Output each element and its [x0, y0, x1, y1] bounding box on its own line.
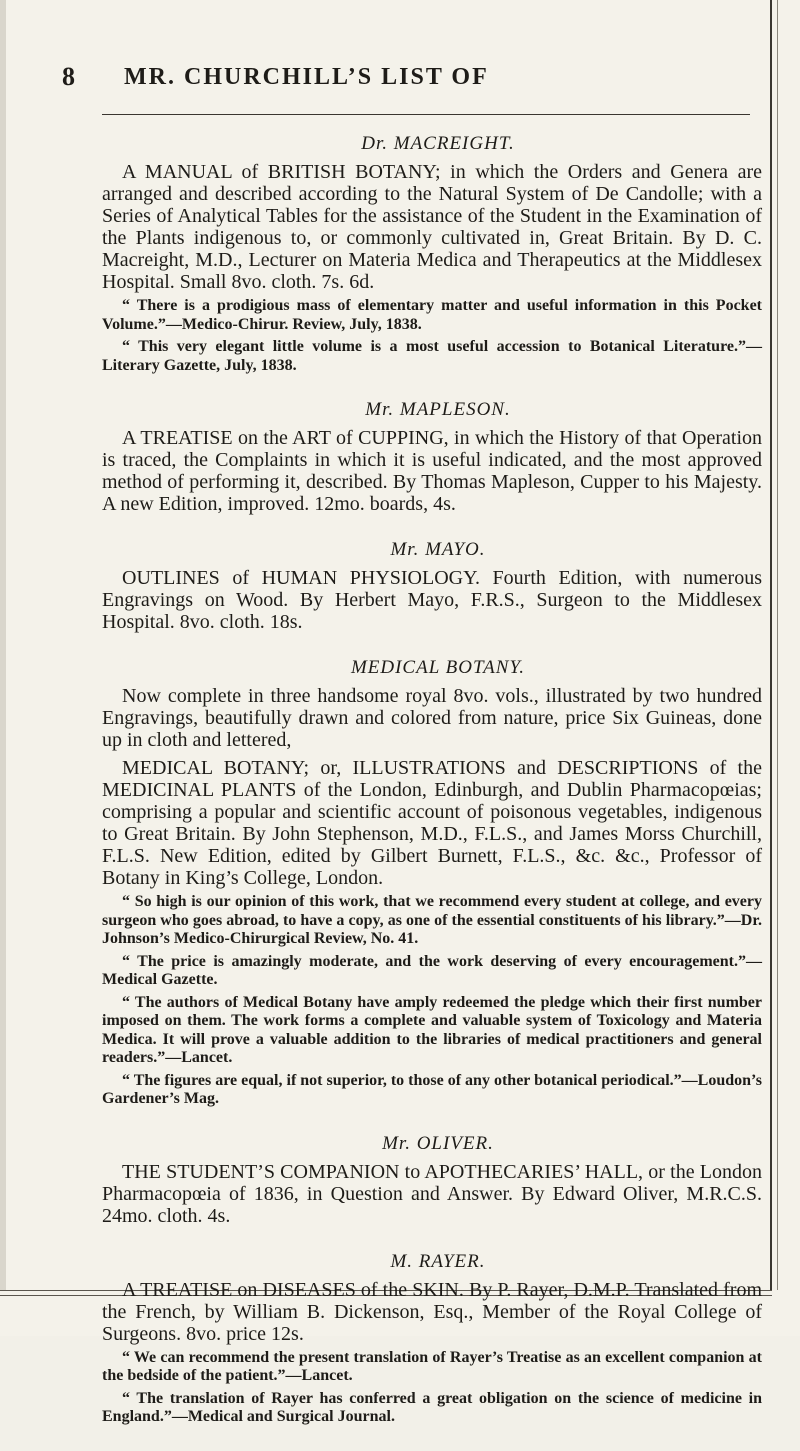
entry-title: Now complete in three handsome royal 8vo. vols., illustrated by two hundred Engravings, beautifully drawn and colored from nature, price Six Guineas, done up in cloth and lettered,	[102, 685, 762, 751]
running-title: MR. CHURCHILL’S LIST OF	[124, 64, 489, 90]
header-rule	[102, 114, 750, 115]
catalogue-entry	[102, 539, 762, 633]
entry-author: Mr. OLIVER.	[382, 1132, 494, 1154]
entry-title: A TREATISE on the ART of CUPPING, in which the History of that Operation is traced, the Complaints in which it is useful indicated, and the most approved method of performing it, described. By Thomas Mapleson, Cupper to his Majesty. A new Edition, improved. 12mo. boards, 4s.	[102, 427, 762, 515]
catalogue-entry	[102, 133, 762, 375]
entry-review-quote: “ We can recommend the present translation of Rayer’s Treatise as an excellent companion at the bedside of the patient.”—Lancet.	[102, 1348, 762, 1384]
entry-review-quote: “ The price is amazingly moderate, and the work deserving of every encouragement.”—Medical Gazette.	[102, 952, 762, 988]
entry-review-quote: “ The figures are equal, if not superior, to those of any other botanical periodical.”—Loudon’s Gardener’s Mag.	[102, 1071, 762, 1107]
entry-author: Dr. MACREIGHT.	[361, 133, 515, 154]
page-header	[62, 56, 750, 96]
page-rule-right	[770, 0, 772, 1290]
entry-title: A TREATISE on DISEASES of the SKIN. By P. Rayer, D.M.P. Translated from the French, by William B. Dickenson, Esq., Member of the Royal College of Surgeons. 8vo. price 12s.	[102, 1278, 762, 1345]
catalogue-entry	[102, 1251, 762, 1427]
catalogue-list	[102, 133, 762, 1451]
page-edge-left	[0, 0, 6, 1290]
entry-title-secondary: MEDICAL BOTANY; or, ILLUSTRATIONS and DESCRIPTIONS of the MEDICINAL PLANTS of the London, Edinburgh, and Dublin Pharmacopœias; comprising a popular and scientific account of poisonous vegetables, indigenous to Great Britain. By John Stephenson, M.D., F.L.S., and James Morss Churchill, F.L.S. New Edition, edited by Gilbert Burnett, F.L.S., &c. &c., Professor of Botany in King’s College, London.	[102, 757, 762, 889]
entry-review-quote: “ So high is our opinion of this work, that we recommend every student at college, and every surgeon who goes abroad, to have a copy, as one of the essential constituents of his library.”—Dr. Johnson’s Medico-Chirurgical Review, No. 41.	[102, 893, 762, 947]
entry-review-quote: “ The translation of Rayer has conferred a great obligation on the science of medicine in England.”—Medical and Surgical Journal.	[102, 1389, 762, 1425]
entry-author: Mr. MAPLESON.	[365, 399, 511, 420]
entry-author: M. RAYER.	[390, 1250, 486, 1272]
entry-title: THE STUDENT’S COMPANION to APOTHECARIES’ HALL, or the London Pharmacopœia of 1836, in Question and Answer. By Edward Oliver, M.R.C.S. 24mo. cloth. 4s.	[102, 1160, 762, 1227]
entry-title: A MANUAL of BRITISH BOTANY; in which the Orders and Genera are arranged and described according to the Natural System of De Candolle; with a Series of Analytical Tables for the assistance of the Student in the Examination of the Plants indigenous to, or commonly cultivated in, Great Britain. By D. C. Macreight, M.D., Lecturer on Materia Medica and Therapeutics at the Middlesex Hospital. Small 8vo. cloth. 7s. 6d.	[102, 161, 762, 293]
entry-author: MEDICAL BOTANY.	[350, 657, 526, 678]
entry-author: Mr. MAYO.	[390, 539, 486, 560]
page-number: 8	[62, 62, 75, 91]
catalogue-entry	[102, 657, 762, 1109]
page-rule-right-inner	[777, 0, 778, 1290]
entry-title: OUTLINES of HUMAN PHYSIOLOGY. Fourth Edition, with numerous Engravings on Wood. By Herbert Mayo, F.R.S., Surgeon to the Middlesex Hospital. 8vo. cloth. 18s.	[102, 567, 762, 633]
catalogue-entry	[102, 1133, 762, 1227]
catalogue-entry	[102, 399, 762, 515]
entry-review-quote: “ There is a prodigious mass of elementary matter and useful information in this Pocket Volume.”—Medico-Chirur. Review, July, 1838.	[102, 297, 762, 333]
entry-review-quote: “ The authors of Medical Botany have amply redeemed the pledge which their first number imposed on them. The work forms a complete and valuable system of Toxicology and Materia Medica. It will prove a valuable addition to the libraries of medical practitioners and general readers.”—Lancet.	[102, 993, 762, 1066]
entry-review-quote: “ This very elegant little volume is a most useful accession to Botanical Literature.”—Literary Gazette, July, 1838.	[102, 338, 762, 374]
